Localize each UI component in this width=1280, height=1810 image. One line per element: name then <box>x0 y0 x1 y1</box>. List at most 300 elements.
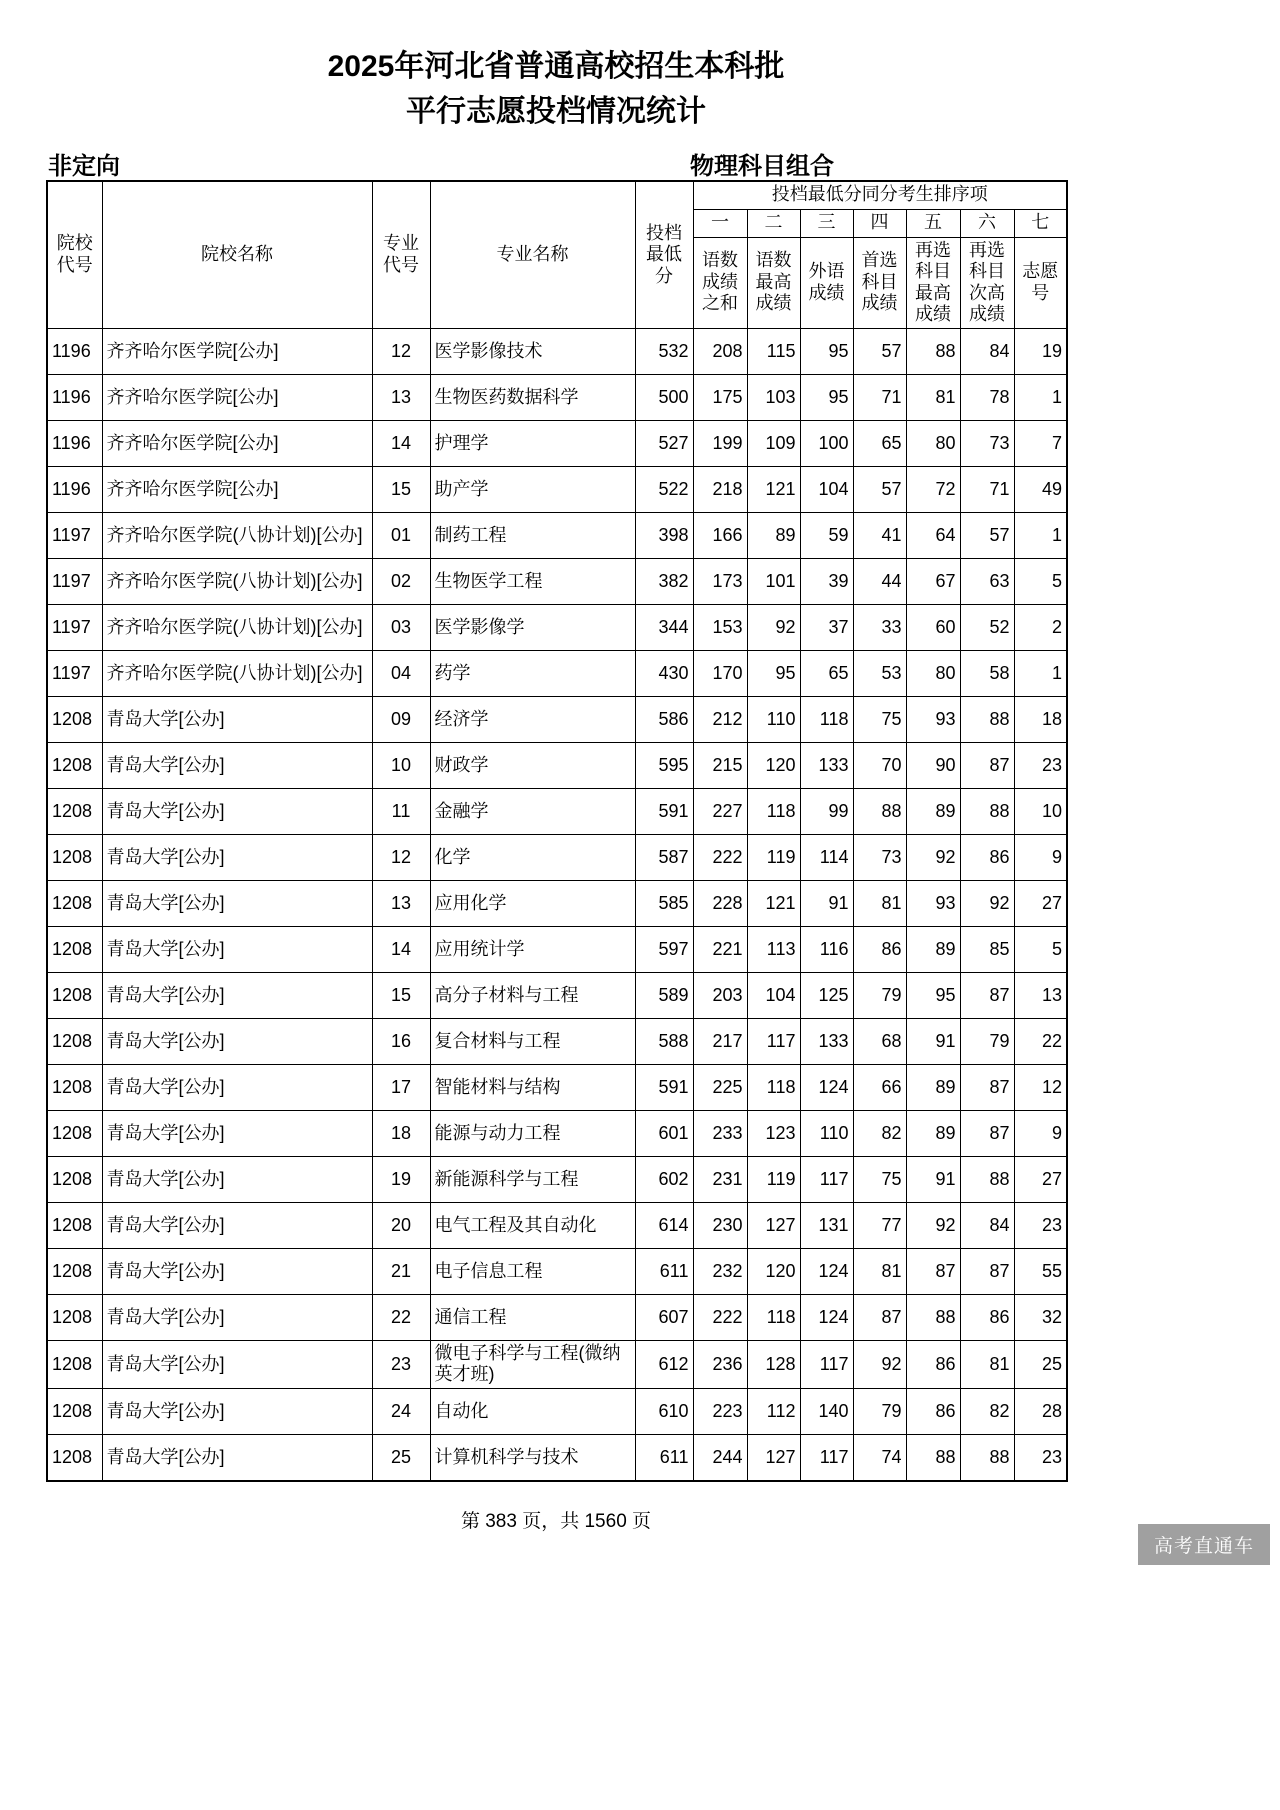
major-name-cell: 能源与动力工程 <box>430 1110 635 1156</box>
tiebreak-7-cell: 18 <box>1014 696 1067 742</box>
major-name-cell: 化学 <box>430 834 635 880</box>
tiebreak-4-cell: 41 <box>853 512 906 558</box>
tiebreak-4-cell: 33 <box>853 604 906 650</box>
major-code-cell: 22 <box>372 1294 430 1340</box>
college-name-cell: 青岛大学[公办] <box>102 1202 372 1248</box>
college-code-cell: 1208 <box>47 1202 102 1248</box>
min-score-cell: 522 <box>635 466 693 512</box>
tiebreak-2-cell: 95 <box>747 650 800 696</box>
table-row <box>47 1435 1067 1481</box>
major-name-cell: 应用化学 <box>430 880 635 926</box>
tiebreak-2-cell: 101 <box>747 558 800 604</box>
min-score-cell: 344 <box>635 604 693 650</box>
tiebreak-3-cell: 37 <box>800 604 853 650</box>
college-code-cell: 1208 <box>47 1110 102 1156</box>
college-code-cell: 1208 <box>47 834 102 880</box>
major-name-cell: 经济学 <box>430 696 635 742</box>
college-code-cell: 1208 <box>47 972 102 1018</box>
college-code-cell: 1208 <box>47 788 102 834</box>
major-name-cell: 自动化 <box>430 1389 635 1435</box>
min-score-cell: 607 <box>635 1294 693 1340</box>
header-tiebreak-label-2: 语数最高成绩 <box>747 237 800 328</box>
college-code-cell: 1208 <box>47 1018 102 1064</box>
tiebreak-1-cell: 230 <box>693 1202 747 1248</box>
tiebreak-7-cell: 23 <box>1014 742 1067 788</box>
header-tiebreak-num-4: 四 <box>853 209 906 237</box>
college-name-cell: 青岛大学[公办] <box>102 1248 372 1294</box>
tiebreak-4-cell: 53 <box>853 650 906 696</box>
tiebreak-5-cell: 64 <box>906 512 960 558</box>
tiebreak-3-cell: 124 <box>800 1248 853 1294</box>
college-name-cell: 齐齐哈尔医学院(八协计划)[公办] <box>102 650 372 696</box>
header-college-name: 院校名称 <box>102 181 372 328</box>
tiebreak-2-cell: 109 <box>747 420 800 466</box>
college-name-cell: 齐齐哈尔医学院[公办] <box>102 420 372 466</box>
tiebreak-6-cell: 87 <box>960 1064 1014 1110</box>
tiebreak-1-cell: 222 <box>693 834 747 880</box>
major-name-cell: 生物医药数据科学 <box>430 374 635 420</box>
tiebreak-3-cell: 133 <box>800 742 853 788</box>
tiebreak-4-cell: 74 <box>853 1435 906 1481</box>
min-score-cell: 532 <box>635 328 693 374</box>
tiebreak-7-cell: 49 <box>1014 466 1067 512</box>
tiebreak-7-cell: 9 <box>1014 1110 1067 1156</box>
page-footer: 第 383 页，共 1560 页 <box>460 1510 652 1532</box>
tiebreak-2-cell: 112 <box>747 1389 800 1435</box>
major-code-cell: 14 <box>372 420 430 466</box>
tiebreak-3-cell: 140 <box>800 1389 853 1435</box>
tiebreak-2-cell: 121 <box>747 466 800 512</box>
min-score-cell: 588 <box>635 1018 693 1064</box>
tiebreak-6-cell: 86 <box>960 1294 1014 1340</box>
table-row <box>47 1018 1067 1064</box>
major-code-cell: 21 <box>372 1248 430 1294</box>
major-code-cell: 14 <box>372 926 430 972</box>
tiebreak-3-cell: 104 <box>800 466 853 512</box>
table-row <box>47 972 1067 1018</box>
tiebreak-5-cell: 91 <box>906 1156 960 1202</box>
major-name-cell: 生物医学工程 <box>430 558 635 604</box>
major-code-cell: 23 <box>372 1340 430 1388</box>
college-code-cell: 1208 <box>47 926 102 972</box>
major-code-cell: 12 <box>372 328 430 374</box>
tiebreak-2-cell: 119 <box>747 834 800 880</box>
tiebreak-2-cell: 121 <box>747 880 800 926</box>
header-tiebreak-num-3: 三 <box>800 209 853 237</box>
tiebreak-4-cell: 86 <box>853 926 906 972</box>
major-code-cell: 09 <box>372 696 430 742</box>
tiebreak-6-cell: 52 <box>960 604 1014 650</box>
tiebreak-5-cell: 90 <box>906 742 960 788</box>
tiebreak-4-cell: 66 <box>853 1064 906 1110</box>
tiebreak-2-cell: 110 <box>747 696 800 742</box>
major-code-cell: 13 <box>372 880 430 926</box>
college-name-cell: 青岛大学[公办] <box>102 1156 372 1202</box>
tiebreak-6-cell: 88 <box>960 696 1014 742</box>
major-code-cell: 17 <box>372 1064 430 1110</box>
tiebreak-4-cell: 88 <box>853 788 906 834</box>
college-code-cell: 1196 <box>47 374 102 420</box>
tiebreak-4-cell: 79 <box>853 972 906 1018</box>
major-code-cell: 11 <box>372 788 430 834</box>
college-name-cell: 青岛大学[公办] <box>102 742 372 788</box>
college-name-cell: 青岛大学[公办] <box>102 1294 372 1340</box>
college-name-cell: 青岛大学[公办] <box>102 880 372 926</box>
tiebreak-7-cell: 23 <box>1014 1202 1067 1248</box>
tiebreak-1-cell: 233 <box>693 1110 747 1156</box>
college-name-cell: 齐齐哈尔医学院(八协计划)[公办] <box>102 558 372 604</box>
major-code-cell: 13 <box>372 374 430 420</box>
tiebreak-2-cell: 89 <box>747 512 800 558</box>
tiebreak-1-cell: 218 <box>693 466 747 512</box>
college-code-cell: 1197 <box>47 558 102 604</box>
major-name-cell: 护理学 <box>430 420 635 466</box>
major-name-cell: 电子信息工程 <box>430 1248 635 1294</box>
tiebreak-7-cell: 2 <box>1014 604 1067 650</box>
tiebreak-3-cell: 117 <box>800 1340 853 1388</box>
tiebreak-6-cell: 78 <box>960 374 1014 420</box>
header-tiebreak-label-7: 志愿号 <box>1014 237 1067 328</box>
tiebreak-5-cell: 81 <box>906 374 960 420</box>
tiebreak-1-cell: 170 <box>693 650 747 696</box>
tiebreak-1-cell: 208 <box>693 328 747 374</box>
table-row <box>47 1202 1067 1248</box>
college-name-cell: 齐齐哈尔医学院(八协计划)[公办] <box>102 604 372 650</box>
major-code-cell: 01 <box>372 512 430 558</box>
tiebreak-1-cell: 223 <box>693 1389 747 1435</box>
tiebreak-1-cell: 232 <box>693 1248 747 1294</box>
orientation-label: 非定向 <box>48 153 120 180</box>
tiebreak-5-cell: 67 <box>906 558 960 604</box>
tiebreak-3-cell: 99 <box>800 788 853 834</box>
min-score-cell: 611 <box>635 1435 693 1481</box>
labels-row <box>46 138 1066 180</box>
tiebreak-7-cell: 28 <box>1014 1389 1067 1435</box>
table-row <box>47 604 1067 650</box>
table-row <box>47 1248 1067 1294</box>
tiebreak-1-cell: 228 <box>693 880 747 926</box>
college-code-cell: 1208 <box>47 1064 102 1110</box>
college-name-cell: 齐齐哈尔医学院(八协计划)[公办] <box>102 512 372 558</box>
table-row <box>47 788 1067 834</box>
tiebreak-5-cell: 87 <box>906 1248 960 1294</box>
tiebreak-2-cell: 128 <box>747 1340 800 1388</box>
header-tiebreak-num-2: 二 <box>747 209 800 237</box>
college-name-cell: 青岛大学[公办] <box>102 1340 372 1388</box>
table-row <box>47 742 1067 788</box>
tiebreak-1-cell: 227 <box>693 788 747 834</box>
header-row-group <box>47 181 1067 209</box>
tiebreak-4-cell: 57 <box>853 466 906 512</box>
tiebreak-4-cell: 77 <box>853 1202 906 1248</box>
tiebreak-4-cell: 73 <box>853 834 906 880</box>
tiebreak-4-cell: 81 <box>853 880 906 926</box>
header-tiebreak-group: 投档最低分同分考生排序项 <box>693 181 1067 209</box>
major-name-cell: 微电子科学与工程(微纳英才班) <box>430 1340 635 1388</box>
min-score-cell: 589 <box>635 972 693 1018</box>
major-code-cell: 16 <box>372 1018 430 1064</box>
major-code-cell: 25 <box>372 1435 430 1481</box>
min-score-cell: 597 <box>635 926 693 972</box>
min-score-cell: 585 <box>635 880 693 926</box>
tiebreak-7-cell: 10 <box>1014 788 1067 834</box>
tiebreak-1-cell: 173 <box>693 558 747 604</box>
tiebreak-1-cell: 225 <box>693 1064 747 1110</box>
tiebreak-1-cell: 217 <box>693 1018 747 1064</box>
tiebreak-1-cell: 215 <box>693 742 747 788</box>
table-row <box>47 926 1067 972</box>
major-name-cell: 药学 <box>430 650 635 696</box>
tiebreak-2-cell: 120 <box>747 1248 800 1294</box>
min-score-cell: 591 <box>635 788 693 834</box>
table-row <box>47 650 1067 696</box>
college-code-cell: 1196 <box>47 420 102 466</box>
tiebreak-2-cell: 118 <box>747 788 800 834</box>
tiebreak-5-cell: 89 <box>906 1110 960 1156</box>
header-major-name: 专业名称 <box>430 181 635 328</box>
min-score-cell: 382 <box>635 558 693 604</box>
college-name-cell: 齐齐哈尔医学院[公办] <box>102 374 372 420</box>
header-major-code: 专业代号 <box>372 181 430 328</box>
tiebreak-3-cell: 59 <box>800 512 853 558</box>
min-score-cell: 398 <box>635 512 693 558</box>
tiebreak-5-cell: 89 <box>906 926 960 972</box>
tiebreak-3-cell: 124 <box>800 1294 853 1340</box>
subject-group-label: 物理科目组合 <box>690 153 834 180</box>
tiebreak-5-cell: 86 <box>906 1340 960 1388</box>
major-name-cell: 高分子材料与工程 <box>430 972 635 1018</box>
major-name-cell: 财政学 <box>430 742 635 788</box>
tiebreak-1-cell: 244 <box>693 1435 747 1481</box>
tiebreak-1-cell: 153 <box>693 604 747 650</box>
major-code-cell: 10 <box>372 742 430 788</box>
tiebreak-7-cell: 7 <box>1014 420 1067 466</box>
tiebreak-6-cell: 87 <box>960 1248 1014 1294</box>
tiebreak-4-cell: 87 <box>853 1294 906 1340</box>
tiebreak-4-cell: 70 <box>853 742 906 788</box>
major-name-cell: 智能材料与结构 <box>430 1064 635 1110</box>
header-tiebreak-label-5: 再选科目最高成绩 <box>906 237 960 328</box>
tiebreak-7-cell: 5 <box>1014 926 1067 972</box>
tiebreak-1-cell: 236 <box>693 1340 747 1388</box>
min-score-cell: 527 <box>635 420 693 466</box>
college-code-cell: 1208 <box>47 1389 102 1435</box>
major-code-cell: 24 <box>372 1389 430 1435</box>
tiebreak-6-cell: 71 <box>960 466 1014 512</box>
table-row <box>47 696 1067 742</box>
tiebreak-6-cell: 88 <box>960 1156 1014 1202</box>
header-tiebreak-label-6: 再选科目次高成绩 <box>960 237 1014 328</box>
tiebreak-5-cell: 72 <box>906 466 960 512</box>
college-code-cell: 1196 <box>47 466 102 512</box>
college-name-cell: 青岛大学[公办] <box>102 1018 372 1064</box>
min-score-cell: 430 <box>635 650 693 696</box>
tiebreak-3-cell: 110 <box>800 1110 853 1156</box>
tiebreak-7-cell: 22 <box>1014 1018 1067 1064</box>
table-row <box>47 558 1067 604</box>
tiebreak-3-cell: 117 <box>800 1435 853 1481</box>
tiebreak-5-cell: 86 <box>906 1389 960 1435</box>
tiebreak-7-cell: 1 <box>1014 512 1067 558</box>
tiebreak-3-cell: 131 <box>800 1202 853 1248</box>
tiebreak-6-cell: 58 <box>960 650 1014 696</box>
college-name-cell: 青岛大学[公办] <box>102 1435 372 1481</box>
tiebreak-3-cell: 118 <box>800 696 853 742</box>
tiebreak-7-cell: 23 <box>1014 1435 1067 1481</box>
header-tiebreak-label-3: 外语成绩 <box>800 237 853 328</box>
tiebreak-3-cell: 133 <box>800 1018 853 1064</box>
tiebreak-1-cell: 175 <box>693 374 747 420</box>
table-row <box>47 1294 1067 1340</box>
min-score-cell: 612 <box>635 1340 693 1388</box>
tiebreak-7-cell: 55 <box>1014 1248 1067 1294</box>
tiebreak-5-cell: 88 <box>906 328 960 374</box>
tiebreak-5-cell: 89 <box>906 1064 960 1110</box>
major-code-cell: 12 <box>372 834 430 880</box>
tiebreak-2-cell: 103 <box>747 374 800 420</box>
tiebreak-6-cell: 57 <box>960 512 1014 558</box>
table-row <box>47 466 1067 512</box>
min-score-cell: 587 <box>635 834 693 880</box>
header-min-score: 投档最低分 <box>635 181 693 328</box>
tiebreak-1-cell: 222 <box>693 1294 747 1340</box>
table-row <box>47 328 1067 374</box>
tiebreak-5-cell: 93 <box>906 696 960 742</box>
major-code-cell: 02 <box>372 558 430 604</box>
tiebreak-2-cell: 117 <box>747 1018 800 1064</box>
tiebreak-4-cell: 92 <box>853 1340 906 1388</box>
tiebreak-1-cell: 199 <box>693 420 747 466</box>
header-tiebreak-label-1: 语数成绩之和 <box>693 237 747 328</box>
tiebreak-3-cell: 117 <box>800 1156 853 1202</box>
table-row <box>47 1064 1067 1110</box>
min-score-cell: 611 <box>635 1248 693 1294</box>
tiebreak-5-cell: 60 <box>906 604 960 650</box>
tiebreak-6-cell: 87 <box>960 972 1014 1018</box>
major-name-cell: 应用统计学 <box>430 926 635 972</box>
tiebreak-7-cell: 1 <box>1014 374 1067 420</box>
min-score-cell: 601 <box>635 1110 693 1156</box>
major-name-cell: 医学影像技术 <box>430 328 635 374</box>
tiebreak-7-cell: 1 <box>1014 650 1067 696</box>
tiebreak-6-cell: 87 <box>960 1110 1014 1156</box>
header-tiebreak-num-1: 一 <box>693 209 747 237</box>
tiebreak-2-cell: 127 <box>747 1435 800 1481</box>
major-code-cell: 15 <box>372 972 430 1018</box>
major-name-cell: 助产学 <box>430 466 635 512</box>
tiebreak-5-cell: 80 <box>906 420 960 466</box>
tiebreak-4-cell: 75 <box>853 1156 906 1202</box>
major-name-cell: 金融学 <box>430 788 635 834</box>
table-header <box>47 181 1067 328</box>
tiebreak-7-cell: 27 <box>1014 880 1067 926</box>
college-code-cell: 1196 <box>47 328 102 374</box>
tiebreak-3-cell: 65 <box>800 650 853 696</box>
college-name-cell: 青岛大学[公办] <box>102 926 372 972</box>
college-name-cell: 青岛大学[公办] <box>102 788 372 834</box>
college-name-cell: 青岛大学[公办] <box>102 1389 372 1435</box>
tiebreak-5-cell: 92 <box>906 834 960 880</box>
tiebreak-6-cell: 79 <box>960 1018 1014 1064</box>
tiebreak-3-cell: 91 <box>800 880 853 926</box>
header-tiebreak-label-4: 首选科目成绩 <box>853 237 906 328</box>
tiebreak-7-cell: 12 <box>1014 1064 1067 1110</box>
table-row <box>47 374 1067 420</box>
tiebreak-3-cell: 116 <box>800 926 853 972</box>
tiebreak-4-cell: 44 <box>853 558 906 604</box>
table-row <box>47 512 1067 558</box>
tiebreak-5-cell: 89 <box>906 788 960 834</box>
tiebreak-2-cell: 127 <box>747 1202 800 1248</box>
tiebreak-1-cell: 166 <box>693 512 747 558</box>
header-college-code: 院校代号 <box>47 181 102 328</box>
table-row <box>47 420 1067 466</box>
college-name-cell: 齐齐哈尔医学院[公办] <box>102 328 372 374</box>
table-row <box>47 1110 1067 1156</box>
tiebreak-2-cell: 119 <box>747 1156 800 1202</box>
min-score-cell: 586 <box>635 696 693 742</box>
major-code-cell: 19 <box>372 1156 430 1202</box>
tiebreak-7-cell: 5 <box>1014 558 1067 604</box>
tiebreak-6-cell: 81 <box>960 1340 1014 1388</box>
tiebreak-6-cell: 86 <box>960 834 1014 880</box>
tiebreak-2-cell: 92 <box>747 604 800 650</box>
college-name-cell: 青岛大学[公办] <box>102 696 372 742</box>
admission-table <box>46 180 1068 1482</box>
tiebreak-7-cell: 19 <box>1014 328 1067 374</box>
min-score-cell: 602 <box>635 1156 693 1202</box>
tiebreak-3-cell: 100 <box>800 420 853 466</box>
college-code-cell: 1208 <box>47 1340 102 1388</box>
tiebreak-3-cell: 114 <box>800 834 853 880</box>
tiebreak-4-cell: 57 <box>853 328 906 374</box>
tiebreak-2-cell: 118 <box>747 1294 800 1340</box>
watermark: 高考直通车 <box>1138 1524 1270 1565</box>
tiebreak-6-cell: 87 <box>960 742 1014 788</box>
major-name-cell: 复合材料与工程 <box>430 1018 635 1064</box>
major-name-cell: 计算机科学与技术 <box>430 1435 635 1481</box>
major-name-cell: 医学影像学 <box>430 604 635 650</box>
tiebreak-7-cell: 9 <box>1014 834 1067 880</box>
tiebreak-2-cell: 118 <box>747 1064 800 1110</box>
major-name-cell: 制药工程 <box>430 512 635 558</box>
tiebreak-4-cell: 75 <box>853 696 906 742</box>
tiebreak-6-cell: 88 <box>960 1435 1014 1481</box>
major-name-cell: 电气工程及其自动化 <box>430 1202 635 1248</box>
tiebreak-2-cell: 113 <box>747 926 800 972</box>
college-code-cell: 1208 <box>47 1294 102 1340</box>
tiebreak-6-cell: 84 <box>960 1202 1014 1248</box>
min-score-cell: 595 <box>635 742 693 788</box>
title-line-2: 平行志愿投档情况统计 <box>406 95 706 128</box>
major-code-cell: 03 <box>372 604 430 650</box>
table-row <box>47 1389 1067 1435</box>
tiebreak-3-cell: 39 <box>800 558 853 604</box>
tiebreak-2-cell: 104 <box>747 972 800 1018</box>
college-code-cell: 1197 <box>47 512 102 558</box>
tiebreak-6-cell: 84 <box>960 328 1014 374</box>
tiebreak-4-cell: 68 <box>853 1018 906 1064</box>
tiebreak-5-cell: 88 <box>906 1294 960 1340</box>
title-line-1: 2025年河北省普通高校招生本科批 <box>327 50 785 83</box>
tiebreak-5-cell: 93 <box>906 880 960 926</box>
tiebreak-3-cell: 124 <box>800 1064 853 1110</box>
tiebreak-2-cell: 120 <box>747 742 800 788</box>
page-title <box>46 44 1066 134</box>
college-name-cell: 齐齐哈尔医学院[公办] <box>102 466 372 512</box>
tiebreak-6-cell: 73 <box>960 420 1014 466</box>
college-code-cell: 1197 <box>47 650 102 696</box>
